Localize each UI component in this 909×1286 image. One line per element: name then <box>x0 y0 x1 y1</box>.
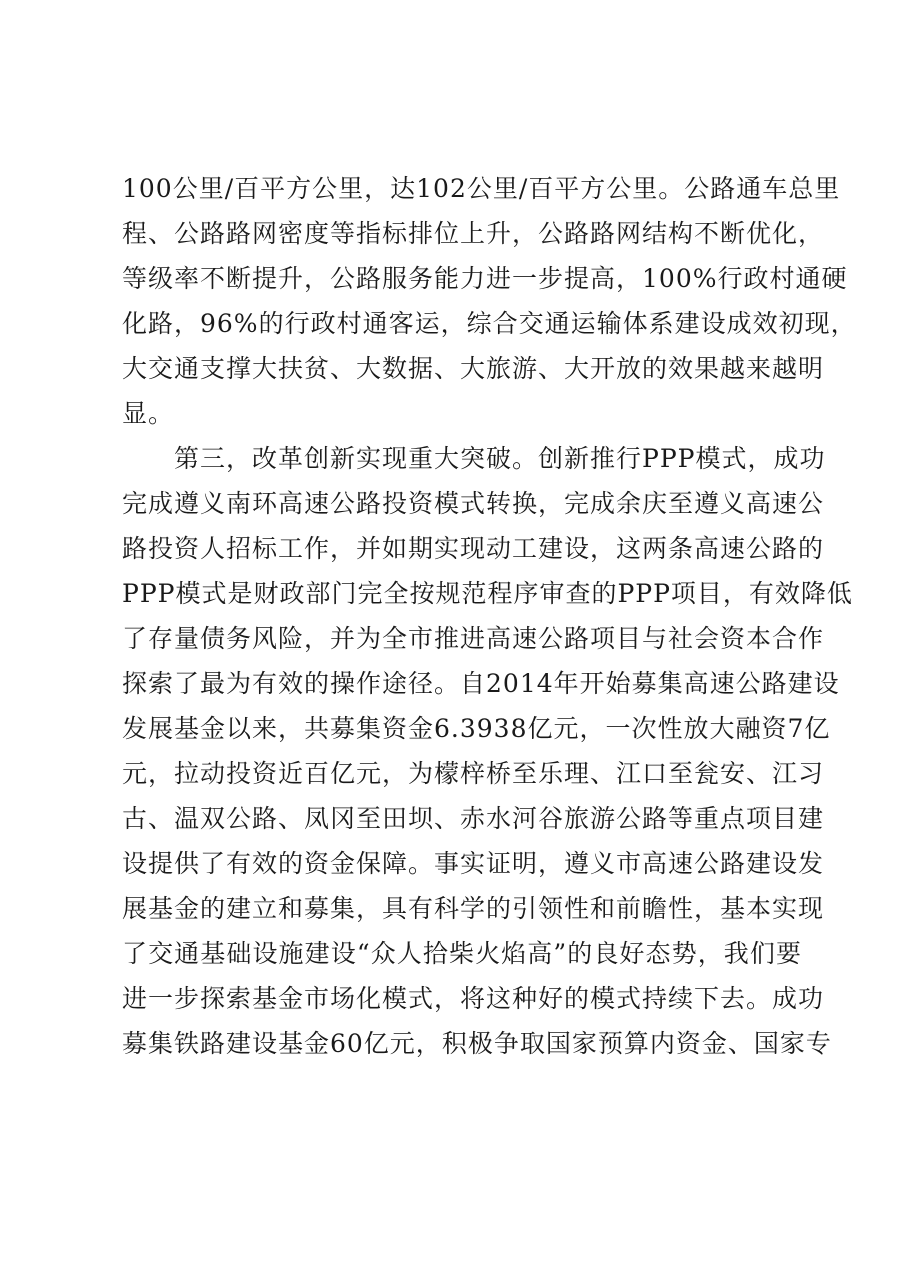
text-line: 化路，96%的行政村通客运，综合交通运输体系建设成效初现， <box>122 309 857 338</box>
text-line: 展基金的建立和募集，具有科学的引领性和前瞻性，基本实现 <box>122 894 825 923</box>
paragraph-2 <box>122 436 853 1066</box>
text-line: 等级率不断提升，公路服务能力进一步提高，100%行政村通硬 <box>122 264 848 293</box>
text-line: 发展基金以来，共募集资金6.3938亿元，一次性放大融资7亿 <box>122 714 831 743</box>
text-line: PPP模式是财政部门完全按规范程序审查的PPP项目，有效降低 <box>122 579 853 608</box>
text-line: 程、公路路网密度等指标排位上升，公路路网结构不断优化， <box>122 219 825 248</box>
text-line: 显。 <box>122 399 175 428</box>
text-line: 进一步探索基金市场化模式，将这种好的模式持续下去。成功 <box>122 984 825 1013</box>
text-line: 大交通支撑大扶贫、大数据、大旅游、大开放的效果越来越明 <box>122 354 825 383</box>
text-line: 路投资人招标工作，并如期实现动工建设，这两条高速公路的 <box>122 534 825 563</box>
text-line: 完成遵义南环高速公路投资模式转换，完成余庆至遵义高速公 <box>122 489 825 518</box>
paragraph-1 <box>122 166 857 436</box>
text-line: 探索了最为有效的操作途径。自2014年开始募集高速公路建设 <box>122 669 840 698</box>
document-body <box>122 166 857 1066</box>
text-line: 元，拉动投资近百亿元，为檬梓桥至乐理、江口至瓮安、江习 <box>122 759 825 788</box>
text-line: 了存量债务风险，并为全市推进高速公路项目与社会资本合作 <box>122 624 825 653</box>
text-line: 古、温双公路、凤冈至田坝、赤水河谷旅游公路等重点项目建 <box>122 804 825 833</box>
text-line: 了交通基础设施建设“众人拾柴火焰高”的良好态势，我们要 <box>122 939 802 968</box>
text-line: 第三，改革创新实现重大突破。创新推行PPP模式，成功 <box>174 444 826 473</box>
text-line: 设提供了有效的资金保障。事实证明，遵义市高速公路建设发 <box>122 849 825 878</box>
text-line: 募集铁路建设基金60亿元，积极争取国家预算内资金、国家专 <box>122 1029 832 1058</box>
text-line: 100公里/百平方公里，达102公里/百平方公里。公路通车总里 <box>122 174 841 203</box>
